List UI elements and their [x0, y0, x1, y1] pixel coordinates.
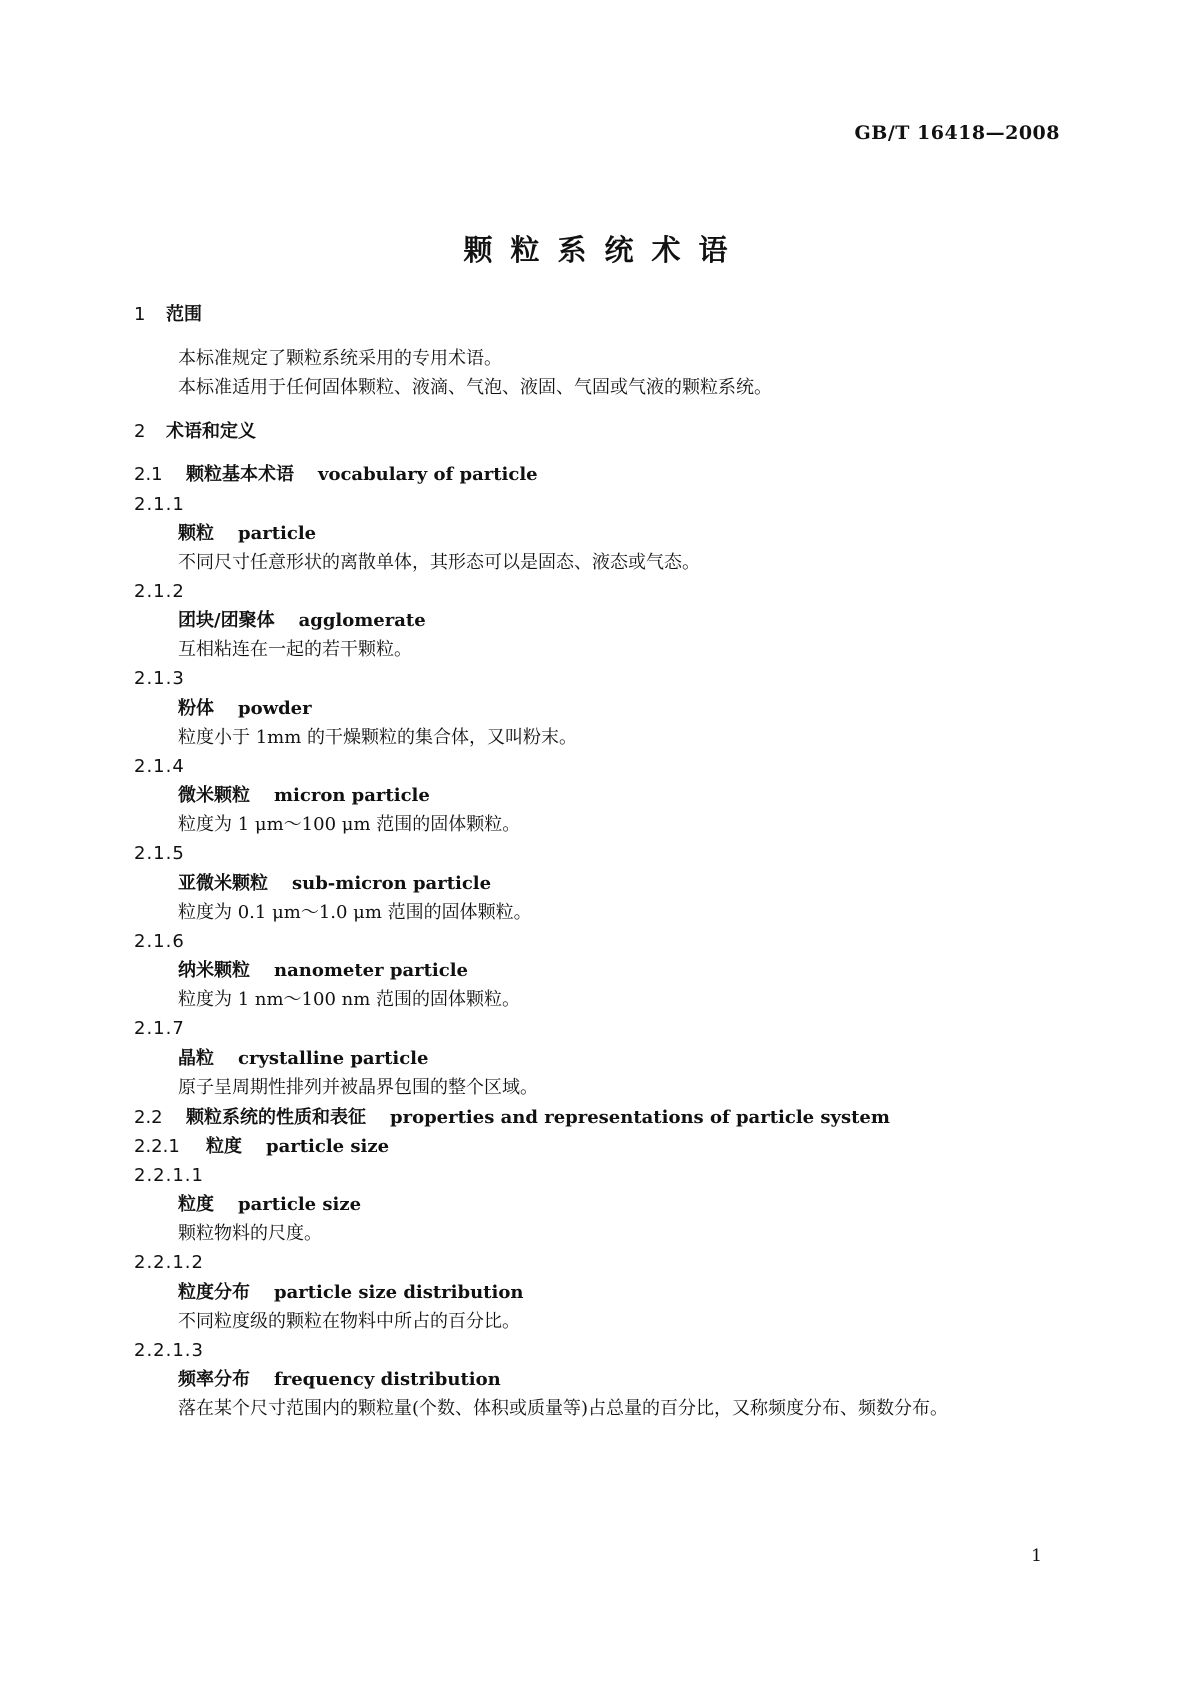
section-title: 范围	[166, 304, 202, 325]
term-definition: 颗粒物料的尺度。	[178, 1223, 322, 1244]
term-en: particle size	[238, 1194, 362, 1215]
term-en: crystalline particle	[238, 1048, 429, 1069]
term-definition: 粒度小于 1mm 的干燥颗粒的集合体，又叫粉末。	[178, 727, 578, 748]
term-number: 2.2.1.3	[134, 1340, 204, 1361]
term-heading	[178, 1281, 523, 1305]
subsection-title-en: vocabulary of particle	[318, 464, 538, 485]
term-heading	[178, 1368, 501, 1392]
subsection-2-1-heading	[134, 463, 538, 487]
term-en: particle	[238, 523, 317, 544]
term-en: agglomerate	[298, 610, 426, 631]
term-heading	[178, 1193, 361, 1217]
term-zh: 粒度	[178, 1194, 214, 1215]
term-number: 2.1.2	[134, 581, 185, 602]
term-heading	[178, 609, 426, 633]
term-heading	[178, 697, 312, 721]
document-title: 颗粒系统术语	[463, 233, 746, 267]
term-heading	[178, 522, 316, 546]
term-number: 2.1.4	[134, 756, 185, 777]
subsection-title: 粒度	[206, 1136, 242, 1157]
subsection-title: 颗粒系统的性质和表征	[186, 1107, 366, 1128]
scope-paragraph: 本标准适用于任何固体颗粒、液滴、气泡、液固、气固或气液的颗粒系统。	[178, 377, 772, 398]
section-2-heading	[134, 420, 256, 444]
term-definition: 粒度为 0.1 μm～1.0 μm 范围的固体颗粒。	[178, 902, 532, 923]
subsection-title-en: properties and representations of particle system	[390, 1107, 890, 1128]
term-number: 2.1.7	[134, 1018, 185, 1039]
term-number: 2.1.5	[134, 843, 185, 864]
term-number: 2.1.3	[134, 668, 185, 689]
scope-paragraph: 本标准规定了颗粒系统采用的专用术语。	[178, 348, 502, 369]
term-definition: 落在某个尺寸范围内的颗粒量(个数、体积或质量等)占总量的百分比，又称频度分布、频数分布。	[178, 1398, 949, 1419]
term-heading	[178, 1047, 428, 1071]
term-zh: 粉体	[178, 698, 214, 719]
subsection-title-en: particle size	[266, 1136, 390, 1157]
subsection-title: 颗粒基本术语	[186, 464, 294, 485]
term-heading	[178, 784, 430, 808]
term-heading	[178, 872, 491, 896]
term-number: 2.2.1.1	[134, 1165, 204, 1186]
subsection-number: 2.2	[134, 1107, 163, 1128]
term-definition: 原子呈周期性排列并被晶界包围的整个区域。	[178, 1077, 538, 1098]
subsection-number: 2.2.1	[134, 1136, 180, 1157]
term-definition: 粒度为 1 nm～100 nm 范围的固体颗粒。	[178, 989, 521, 1010]
term-en: frequency distribution	[274, 1369, 501, 1390]
section-number: 2	[134, 421, 146, 442]
term-heading	[178, 959, 468, 983]
term-zh: 微米颗粒	[178, 785, 250, 806]
term-en: nanometer particle	[274, 960, 468, 981]
section-number: 1	[134, 304, 146, 325]
term-number: 2.2.1.2	[134, 1252, 204, 1273]
term-zh: 团块/团聚体	[178, 610, 275, 631]
section-1-heading	[134, 303, 202, 327]
subsection-2-2-1-heading	[134, 1135, 389, 1159]
term-definition: 不同粒度级的颗粒在物料中所占的百分比。	[178, 1311, 520, 1332]
term-en: micron particle	[274, 785, 430, 806]
term-number: 2.1.1	[134, 494, 185, 515]
term-zh: 纳米颗粒	[178, 960, 250, 981]
term-definition: 粒度为 1 μm～100 μm 范围的固体颗粒。	[178, 814, 521, 835]
term-en: particle size distribution	[274, 1282, 524, 1303]
subsection-2-2-heading	[134, 1106, 890, 1130]
section-title: 术语和定义	[166, 421, 256, 442]
term-definition: 不同尺寸任意形状的离散单体，其形态可以是固态、液态或气态。	[178, 552, 700, 573]
standard-number: GB/T 16418—2008	[854, 122, 1060, 144]
term-en: powder	[238, 698, 312, 719]
term-zh: 颗粒	[178, 523, 214, 544]
term-zh: 亚微米颗粒	[178, 873, 268, 894]
term-definition: 互相粘连在一起的若干颗粒。	[178, 639, 412, 660]
term-number: 2.1.6	[134, 931, 185, 952]
page-number: 1	[1031, 1546, 1042, 1566]
term-en: sub-micron particle	[292, 873, 492, 894]
term-zh: 频率分布	[178, 1369, 250, 1390]
term-zh: 粒度分布	[178, 1282, 250, 1303]
term-zh: 晶粒	[178, 1048, 214, 1069]
subsection-number: 2.1	[134, 464, 163, 485]
